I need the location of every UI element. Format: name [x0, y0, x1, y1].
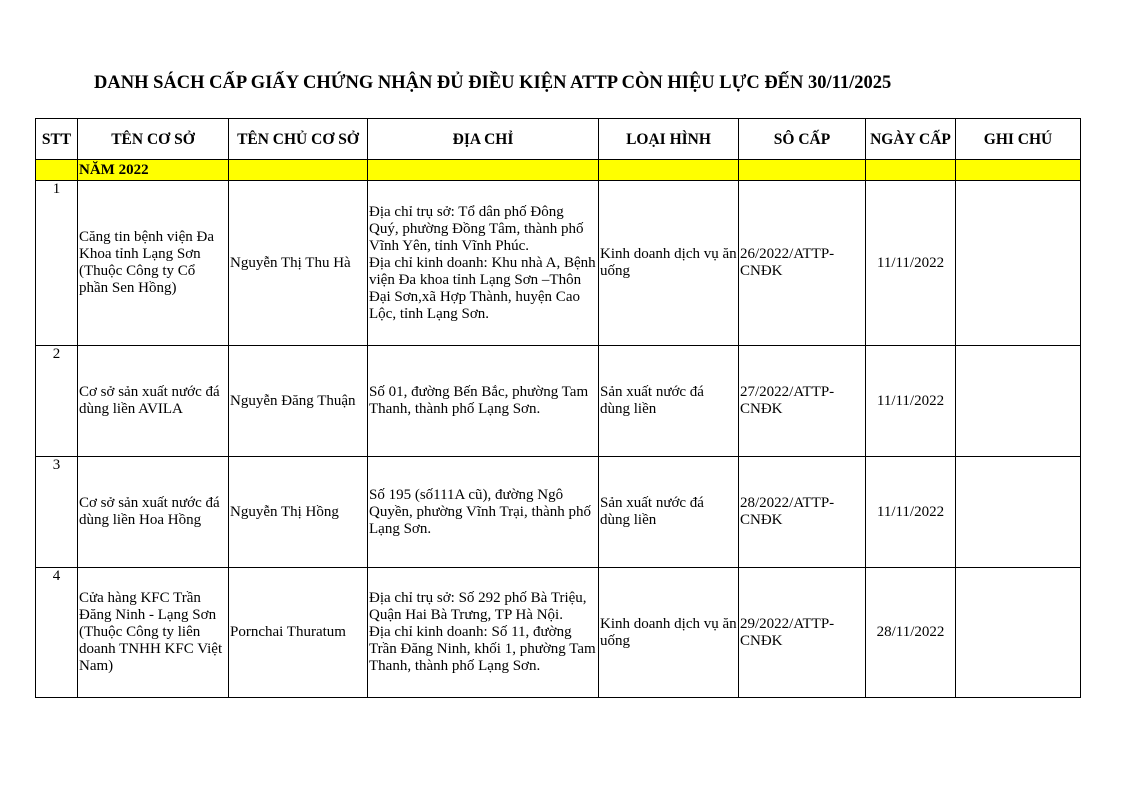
loai-hinh-cell: Sản xuất nước đá dùng liền [599, 457, 739, 568]
loai-hinh-cell: Kinh doanh dịch vụ ăn uống [599, 568, 739, 698]
dia-chi-cell [368, 346, 599, 457]
header-ghi-chu: GHI CHÚ [956, 119, 1081, 160]
ngay-cap-cell: 28/11/2022 [866, 568, 956, 698]
ghi-chu-cell [956, 457, 1081, 568]
stt-cell: 4 [36, 568, 78, 698]
ten-chu-cell: Pornchai Thuratum [229, 568, 368, 698]
dia-chi-tru-so: Địa chỉ trụ sở: Tổ dân phố Đông Quý, phường Đồng Tâm, thành phố Vĩnh Yên, tỉnh Vĩnh Phúc. [369, 203, 584, 254]
year-row [36, 160, 1081, 181]
ten-chu-cell: Nguyễn Đăng Thuận [229, 346, 368, 457]
ten-chu-cell: Nguyễn Thị Thu Hà [229, 181, 368, 346]
header-dia-chi: ĐỊA CHỈ [368, 119, 599, 160]
ten-co-so-cell: Căng tin bệnh viện Đa Khoa tỉnh Lạng Sơn (Thuộc Công ty Cổ phần Sen Hồng) [78, 181, 229, 346]
dia-chi-tru-so: Địa chỉ trụ sở: Số 292 phố Bà Triệu, Quận Hai Bà Trưng, TP Hà Nội. [369, 590, 587, 623]
so-cap-cell: 26/2022/ATTP-CNĐK [739, 181, 866, 346]
header-ten-chu-co-so: TÊN CHỦ CƠ SỞ [229, 119, 368, 160]
year-cell-empty [956, 160, 1081, 181]
so-cap-cell: 27/2022/ATTP-CNĐK [739, 346, 866, 457]
dia-chi-kinh-doanh: Địa chỉ kinh doanh: Khu nhà A, Bệnh viện Đa khoa tỉnh Lạng Sơn –Thôn Đại Sơn,xã Hợp Thành, huyện Cao Lộc, tỉnh Lạng Sơn. [369, 254, 596, 322]
loai-hinh-cell: Kinh doanh dịch vụ ăn uống [599, 181, 739, 346]
stt-cell: 2 [36, 346, 78, 457]
stt-cell: 3 [36, 457, 78, 568]
table-row [36, 181, 1081, 346]
header-so-cap: SÔ CẤP [739, 119, 866, 160]
ten-co-so-cell: Cửa hàng KFC Trần Đăng Ninh - Lạng Sơn (Thuộc Công ty liên doanh TNHH KFC Việt Nam) [78, 568, 229, 698]
ten-chu-cell: Nguyễn Thị Hồng [229, 457, 368, 568]
header-stt: STT [36, 119, 78, 160]
table-row [36, 457, 1081, 568]
dia-chi-line: Số 195 (số111A cũ), đường Ngô Quyền, phường Vĩnh Trại, thành phố Lạng Sơn. [369, 486, 592, 537]
year-cell-empty [36, 160, 78, 181]
table-row [36, 346, 1081, 457]
stt-cell: 1 [36, 181, 78, 346]
year-cell-empty [739, 160, 866, 181]
year-cell-empty [599, 160, 739, 181]
so-cap-cell: 28/2022/ATTP-CNĐK [739, 457, 866, 568]
dia-chi-line: Số 01, đường Bến Bắc, phường Tam Thanh, thành phố Lạng Sơn. [369, 384, 589, 417]
page-title: DANH SÁCH CẤP GIẤY CHỨNG NHẬN ĐỦ ĐIỀU KIỆN ATTP CÒN HIỆU LỰC ĐẾN 30/11/2025 [94, 73, 892, 93]
ghi-chu-cell [956, 181, 1081, 346]
ten-co-so-cell: Cơ sở sản xuất nước đá dùng liền AVILA [78, 346, 229, 457]
table-row [36, 568, 1081, 698]
certificate-table [35, 118, 1081, 698]
dia-chi-kinh-doanh: Địa chỉ kinh doanh: Số 11, đường Trần Đăng Ninh, khối 1, phường Tam Thanh, thành phố Lạng Sơn. [369, 624, 596, 674]
ngay-cap-cell: 11/11/2022 [866, 457, 956, 568]
ngay-cap-cell: 11/11/2022 [866, 181, 956, 346]
ghi-chu-cell [956, 568, 1081, 698]
header-row [36, 119, 1081, 160]
ngay-cap-cell: 11/11/2022 [866, 346, 956, 457]
year-cell-empty [368, 160, 599, 181]
year-cell-empty [229, 160, 368, 181]
ten-co-so-cell: Cơ sở sản xuất nước đá dùng liền Hoa Hồng [78, 457, 229, 568]
year-cell-empty [866, 160, 956, 181]
dia-chi-cell [368, 457, 599, 568]
ghi-chu-cell [956, 346, 1081, 457]
so-cap-cell: 29/2022/ATTP-CNĐK [739, 568, 866, 698]
dia-chi-cell [368, 181, 599, 346]
year-label: NĂM 2022 [78, 160, 229, 181]
header-loai-hinh: LOẠI HÌNH [599, 119, 739, 160]
header-ngay-cap: NGÀY CẤP [866, 119, 956, 160]
loai-hinh-cell: Sản xuất nước đá dùng liền [599, 346, 739, 457]
header-ten-co-so: TÊN CƠ SỞ [78, 119, 229, 160]
dia-chi-cell [368, 568, 599, 698]
